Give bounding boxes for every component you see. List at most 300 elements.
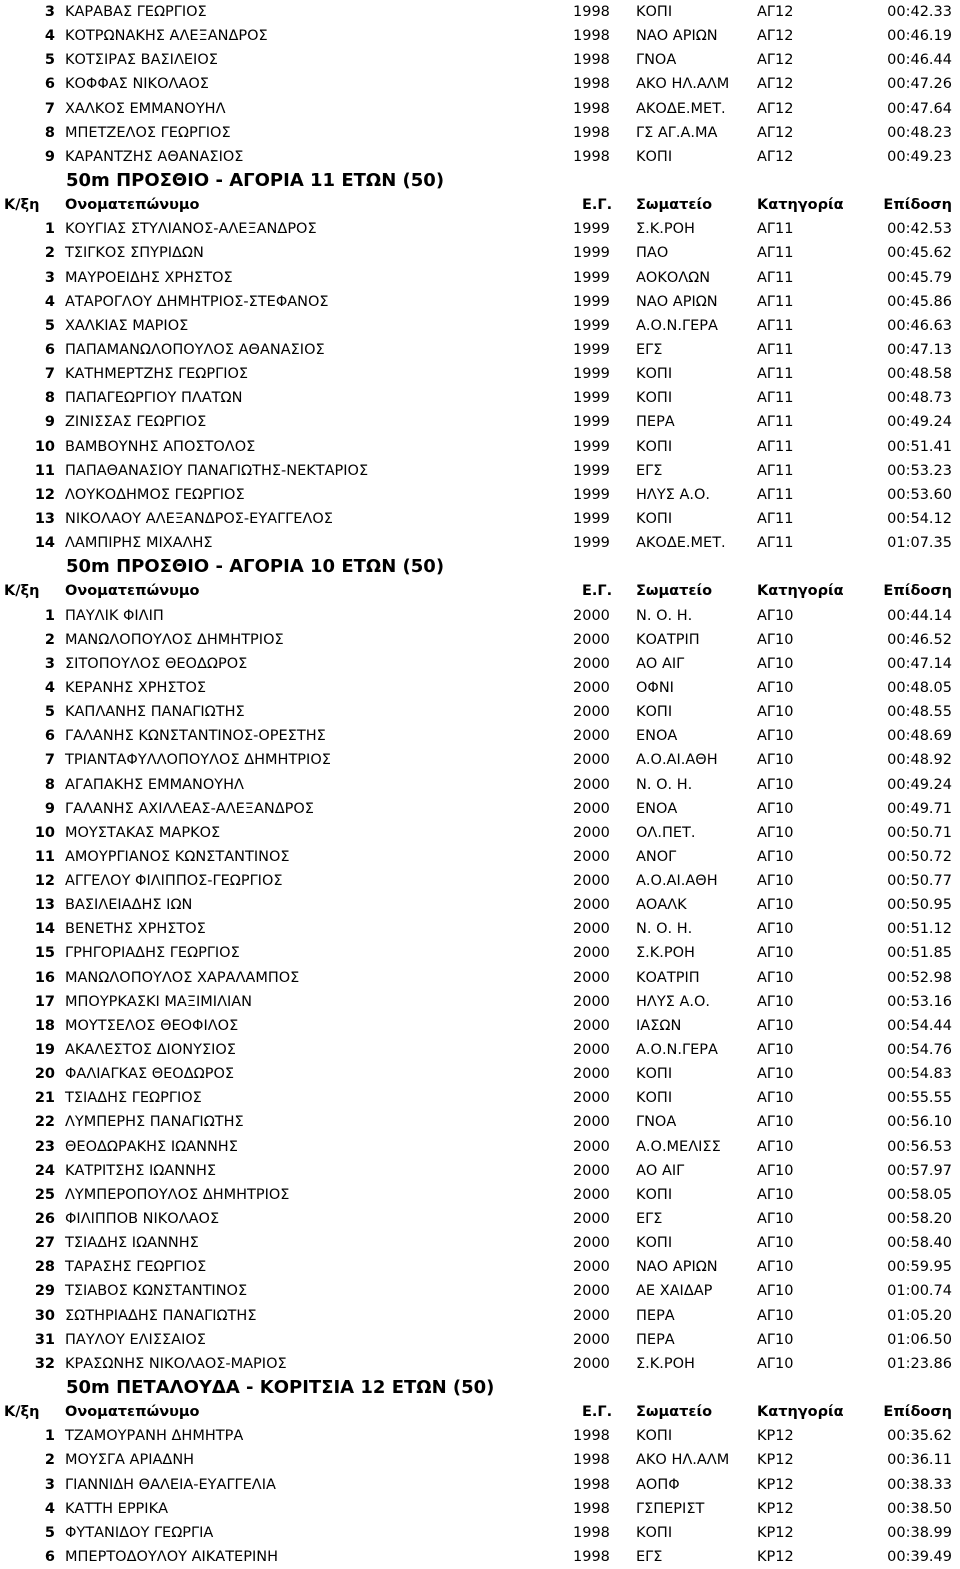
result-row [0,1424,960,1448]
cell-club: ΚΟΠΙ [636,148,673,165]
cell-cat: ΑΓ10 [757,1235,794,1252]
cell-time: 00:39.49 [887,1549,952,1565]
cell-time: 00:45.79 [887,269,952,286]
result-row [0,217,960,241]
cell-cat: ΑΓ10 [757,848,794,865]
cell-rank: 11 [34,462,55,479]
cell-rank: 6 [44,728,55,745]
cell-time: 01:07.35 [887,535,952,552]
cell-name: ΜΑΝΩΛΟΠΟΥΛΟΣ ΧΑΡΑΛΑΜΠΟΣ [65,969,300,986]
cell-club: ΑΚΟ ΗΛ.ΑΛΜ [636,1452,730,1469]
cell-rank: 7 [44,100,55,117]
cell-name: ΧΑΛΚΙΑΣ ΜΑΡΙΟΣ [65,317,189,334]
cell-cat: ΑΓ11 [757,293,794,310]
cell-name: ΘΕΟΔΩΡΑΚΗΣ ΙΩΑΝΝΗΣ [65,1138,238,1155]
cell-cat: ΑΓ10 [757,1042,794,1059]
cell-cat: ΑΓ10 [757,1017,794,1034]
cell-club: ΙΑΣΩΝ [636,1017,682,1034]
cell-rank: 2 [44,245,55,262]
result-row [0,1135,960,1159]
result-row [0,290,960,314]
result-row [0,941,960,965]
result-row [0,1062,960,1086]
cell-club: Σ.Κ.ΡΟΗ [636,221,695,238]
result-row [0,1231,960,1255]
cell-cat: ΑΓ10 [757,631,794,648]
cell-rank: 8 [44,776,55,793]
cell-club: ΠΕΡΑ [636,1331,675,1348]
cell-name: ΒΕΝΕΤΗΣ ΧΡΗΣΤΟΣ [65,921,206,938]
cell-name: ΑΜΟΥΡΓΙΑΝΟΣ ΚΩΝΣΤΑΝΤΙΝΟΣ [65,848,290,865]
header-category: Κατηγορία [757,583,844,600]
cell-club: ΑΚΟΔΕ.ΜΕΤ. [636,100,726,117]
cell-name: ΤΖΑΜΟΥΡΑΝΗ ΔΗΜΗΤΡΑ [65,1428,244,1445]
cell-year: 2000 [573,1355,610,1372]
result-row [0,628,960,652]
result-row [0,1352,960,1376]
cell-year: 2000 [573,993,610,1010]
cell-rank: 32 [34,1355,55,1372]
cell-club: Α.Ο.ΑΙ.ΑΘΗ [636,873,718,890]
cell-rank: 9 [44,414,55,431]
cell-rank: 10 [34,824,55,841]
cell-time: 00:54.12 [887,510,952,527]
result-row [0,72,960,96]
cell-year: 2000 [573,897,610,914]
cell-year: 1998 [573,1524,610,1541]
cell-cat: ΑΓ12 [757,4,794,20]
header-name: Ονοματεπώνυμο [65,583,200,600]
cell-year: 2000 [573,728,610,745]
cell-year: 1998 [573,1476,610,1493]
cell-year: 2000 [573,1042,610,1059]
cell-year: 2000 [573,1235,610,1252]
cell-year: 2000 [573,1066,610,1083]
cell-time: 00:51.41 [887,438,952,455]
cell-rank: 1 [44,221,55,238]
cell-year: 2000 [573,776,610,793]
cell-name: ΠΑΠΑΘΑΝΑΣΙΟΥ ΠΑΝΑΓΙΩΤΗΣ-ΝΕΚΤΑΡΙΟΣ [65,462,369,479]
result-row [0,1521,960,1545]
cell-rank: 29 [34,1283,55,1300]
cell-rank: 22 [34,1114,55,1131]
cell-time: 00:54.76 [887,1042,952,1059]
cell-rank: 3 [44,269,55,286]
cell-year: 2000 [573,969,610,986]
cell-name: ΜΠΕΤΖΕΛΟΣ ΓΕΩΡΓΙΟΣ [65,124,231,141]
result-row [0,1159,960,1183]
cell-name: ΒΑΜΒΟΥΝΗΣ ΑΠΟΣΤΟΛΟΣ [65,438,256,455]
cell-cat: ΑΓ11 [757,317,794,334]
cell-rank: 27 [34,1235,55,1252]
result-row [0,917,960,941]
cell-club: ΚΟΠΙ [636,704,673,721]
cell-year: 2000 [573,1138,610,1155]
cell-club: ΚΟΠΙ [636,390,673,407]
cell-name: ΠΑΥΛΟΥ ΕΛΙΣΣΑΙΟΣ [65,1331,206,1348]
cell-cat: ΑΓ11 [757,269,794,286]
cell-rank: 14 [34,921,55,938]
cell-name: ΣΩΤΗΡΙΑΔΗΣ ΠΑΝΑΓΙΩΤΗΣ [65,1307,257,1324]
cell-year: 2000 [573,945,610,962]
cell-year: 2000 [573,1162,610,1179]
cell-cat: ΑΓ10 [757,1138,794,1155]
cell-cat: ΑΓ10 [757,921,794,938]
cell-name: ΓΑΛΑΝΗΣ ΑΧΙΛΛΕΑΣ-ΑΛΕΞΑΝΔΡΟΣ [65,800,314,817]
cell-rank: 25 [34,1186,55,1203]
cell-club: ΚΟΠΙ [636,1524,673,1541]
cell-name: ΚΟΤΣΙΡΑΣ ΒΑΣΙΛΕΙΟΣ [65,52,218,69]
cell-club: ΗΛΥΣ Α.Ο. [636,486,711,503]
cell-year: 1999 [573,510,610,527]
cell-name: ΑΤΑΡΟΓΛΟΥ ΔΗΜΗΤΡΙΟΣ-ΣΤΕΦΑΝΟΣ [65,293,329,310]
result-row [0,821,960,845]
cell-rank: 19 [34,1042,55,1059]
cell-year: 1999 [573,341,610,358]
cell-year: 1999 [573,221,610,238]
cell-time: 00:56.53 [887,1138,952,1155]
cell-cat: ΑΓ11 [757,535,794,552]
cell-club: ΠΕΡΑ [636,1307,675,1324]
cell-cat: ΑΓ10 [757,1259,794,1276]
result-row [0,700,960,724]
cell-club: ΑΟΑΛΚ [636,897,687,914]
cell-time: 00:51.12 [887,921,952,938]
cell-name: ΜΠΟΥΡΚΑΣΚΙ ΜΑΞΙΜΙΛΙΑΝ [65,993,253,1010]
cell-rank: 4 [44,679,55,696]
cell-time: 00:53.23 [887,462,952,479]
cell-time: 00:35.62 [887,1428,952,1445]
cell-time: 00:47.64 [887,100,952,117]
cell-cat: ΑΓ10 [757,679,794,696]
header-time: Επίδοση [883,583,952,600]
cell-time: 00:44.14 [887,607,952,624]
cell-club: ΚΟΠΙ [636,366,673,383]
result-row [0,652,960,676]
cell-club: ΝΑΟ ΑΡΙΩΝ [636,293,718,310]
cell-club: ΑΟΠΦ [636,1476,680,1493]
header-rank: Κ/ξη [4,1404,40,1421]
cell-cat: ΑΓ10 [757,800,794,817]
cell-name: ΜΑΝΩΛΟΠΟΥΛΟΣ ΔΗΜΗΤΡΙΟΣ [65,631,284,648]
result-row [0,676,960,700]
cell-time: 00:54.83 [887,1066,952,1083]
header-year: Ε.Γ. [582,583,613,600]
result-row [0,121,960,145]
cell-name: ΦΑΛΙΑΓΚΑΣ ΘΕΟΔΩΡΟΣ [65,1066,235,1083]
cell-time: 00:48.55 [887,704,952,721]
cell-cat: ΑΓ11 [757,366,794,383]
cell-cat: ΑΓ12 [757,76,794,93]
cell-rank: 5 [44,52,55,69]
cell-year: 1999 [573,366,610,383]
cell-rank: 16 [34,969,55,986]
cell-year: 2000 [573,1186,610,1203]
cell-name: ΛΥΜΠΕΡΟΠΟΥΛΟΣ ΔΗΜΗΤΡΙΟΣ [65,1186,290,1203]
cell-club: Ν. Ο. Η. [636,607,693,624]
result-row [0,1038,960,1062]
header-name: Ονοματεπώνυμο [65,1404,200,1421]
cell-time: 00:48.92 [887,752,952,769]
cell-cat: ΑΓ10 [757,1162,794,1179]
cell-rank: 15 [34,945,55,962]
result-row [0,1304,960,1328]
cell-club: ΚΟΠΙ [636,4,673,20]
cell-name: ΑΓΑΠΑΚΗΣ ΕΜΜΑΝΟΥΗΛ [65,776,244,793]
result-row [0,845,960,869]
cell-cat: ΑΓ10 [757,1307,794,1324]
cell-year: 1998 [573,1549,610,1565]
result-row [0,386,960,410]
cell-cat: ΑΓ10 [757,1331,794,1348]
cell-year: 1999 [573,438,610,455]
cell-rank: 5 [44,704,55,721]
cell-year: 1998 [573,52,610,69]
cell-time: 00:45.86 [887,293,952,310]
cell-cat: ΚΡ12 [757,1428,794,1445]
cell-cat: ΑΓ10 [757,655,794,672]
header-year: Ε.Γ. [582,197,613,214]
cell-name: ΛΑΜΠΙΡΗΣ ΜΙΧΑΛΗΣ [65,535,213,552]
cell-club: ΠΑΟ [636,245,669,262]
result-row [0,410,960,434]
result-row [0,966,960,990]
cell-rank: 6 [44,1549,55,1565]
cell-time: 00:50.77 [887,873,952,890]
cell-time: 00:56.10 [887,1114,952,1131]
header-club: Σωματείο [636,197,713,214]
cell-name: ΒΑΣΙΛΕΙΑΔΗΣ ΙΩΝ [65,897,193,914]
cell-club: Σ.Κ.ΡΟΗ [636,1355,695,1372]
cell-club: ΚΟΠΙ [636,1428,673,1445]
cell-cat: ΑΓ10 [757,1066,794,1083]
cell-time: 00:58.20 [887,1211,952,1228]
cell-club: ΑΟΚΟΛΩΝ [636,269,711,286]
cell-time: 00:50.95 [887,897,952,914]
cell-year: 1999 [573,317,610,334]
cell-name: ΚΕΡΑΝΗΣ ΧΡΗΣΤΟΣ [65,679,207,696]
cell-name: ΚΟΥΓΙΑΣ ΣΤΥΛΙΑΝΟΣ-ΑΛΕΞΑΝΔΡΟΣ [65,221,317,238]
cell-name: ΖΙΝΙΣΣΑΣ ΓΕΩΡΓΙΟΣ [65,414,207,431]
cell-year: 2000 [573,1259,610,1276]
cell-year: 1998 [573,1452,610,1469]
cell-club: ΕΝΟΑ [636,800,678,817]
cell-year: 2000 [573,607,610,624]
cell-club: ΑΕ ΧΑΙΔΑΡ [636,1283,713,1300]
cell-cat: ΑΓ11 [757,221,794,238]
header-category: Κατηγορία [757,1404,844,1421]
cell-club: Σ.Κ.ΡΟΗ [636,945,695,962]
cell-time: 00:48.05 [887,679,952,696]
cell-rank: 13 [34,510,55,527]
cell-rank: 3 [44,655,55,672]
cell-club: ΕΓΣ [636,1549,663,1565]
cell-rank: 3 [44,1476,55,1493]
cell-rank: 20 [34,1066,55,1083]
cell-name: ΓΑΛΑΝΗΣ ΚΩΝΣΤΑΝΤΙΝΟΣ-ΟΡΕΣΤΗΣ [65,728,326,745]
cell-time: 00:53.60 [887,486,952,503]
cell-rank: 2 [44,1452,55,1469]
cell-time: 00:49.23 [887,148,952,165]
cell-rank: 9 [44,800,55,817]
cell-cat: ΑΓ10 [757,752,794,769]
cell-club: ΚΟΑΤΡΙΠ [636,969,700,986]
cell-year: 2000 [573,704,610,721]
cell-rank: 7 [44,752,55,769]
cell-rank: 9 [44,148,55,165]
cell-cat: ΑΓ10 [757,1211,794,1228]
cell-time: 01:00.74 [887,1283,952,1300]
cell-cat: ΚΡ12 [757,1549,794,1565]
cell-time: 00:49.71 [887,800,952,817]
cell-name: ΝΙΚΟΛΑΟΥ ΑΛΕΞΑΝΔΡΟΣ-ΕΥΑΓΓΕΛΟΣ [65,510,333,527]
cell-name: ΚΡΑΣΩΝΗΣ ΝΙΚΟΛΑΟΣ-ΜΑΡΙΟΣ [65,1355,287,1372]
cell-club: ΚΟΠΙ [636,510,673,527]
cell-name: ΜΟΥΤΣΕΛΟΣ ΘΕΟΦΙΛΟΣ [65,1017,239,1034]
cell-club: ΕΝΟΑ [636,728,678,745]
cell-year: 2000 [573,1114,610,1131]
result-row [0,435,960,459]
result-row [0,1110,960,1134]
cell-year: 2000 [573,824,610,841]
cell-rank: 8 [44,124,55,141]
cell-name: ΚΑΡΑΒΑΣ ΓΕΩΡΓΙΟΣ [65,4,207,20]
result-row [0,314,960,338]
cell-name: ΦΥΤΑΝΙΔΟΥ ΓΕΩΡΓΙΑ [65,1524,214,1541]
result-row [0,797,960,821]
result-row [0,1545,960,1569]
cell-name: ΤΑΡΑΣΗΣ ΓΕΩΡΓΙΟΣ [65,1259,207,1276]
result-row [0,1328,960,1352]
cell-name: ΑΚΑΛΕΣΤΟΣ ΔΙΟΝΥΣΙΟΣ [65,1042,236,1059]
cell-cat: ΚΡ12 [757,1524,794,1541]
cell-year: 2000 [573,873,610,890]
header-club: Σωματείο [636,583,713,600]
cell-name: ΤΣΙΑΔΗΣ ΙΩΑΝΝΗΣ [65,1235,199,1252]
cell-club: ΚΟΠΙ [636,438,673,455]
cell-name: ΚΑΠΛΑΝΗΣ ΠΑΝΑΓΙΩΤΗΣ [65,704,245,721]
header-club: Σωματείο [636,1404,713,1421]
cell-club: ΚΟΠΙ [636,1235,673,1252]
cell-name: ΜΠΕΡΤΟΔΟΥΛΟΥ ΑΙΚΑΤΕΡΙΝΗ [65,1549,278,1565]
cell-rank: 8 [44,390,55,407]
cell-name: ΚΑΤΤΗ ΕΡΡΙΚΑ [65,1500,169,1517]
result-row [0,483,960,507]
cell-club: Ν. Ο. Η. [636,921,693,938]
cell-time: 01:06.50 [887,1331,952,1348]
cell-year: 2000 [573,752,610,769]
result-row [0,145,960,169]
cell-club: ΚΟΑΤΡΙΠ [636,631,700,648]
cell-time: 00:46.52 [887,631,952,648]
cell-cat: ΑΓ10 [757,824,794,841]
cell-name: ΠΑΥΛΙΚ ΦΙΛΙΠ [65,607,164,624]
result-row [0,1448,960,1472]
cell-cat: ΑΓ12 [757,148,794,165]
cell-rank: 28 [34,1259,55,1276]
cell-year: 2000 [573,655,610,672]
header-rank: Κ/ξη [4,583,40,600]
header-rank: Κ/ξη [4,197,40,214]
cell-name: ΧΑΛΚΟΣ ΕΜΜΑΝΟΥΗΛ [65,100,226,117]
cell-cat: ΑΓ11 [757,341,794,358]
cell-club: ΑΚΟ ΗΛ.ΑΛΜ [636,76,730,93]
cell-time: 00:46.44 [887,52,952,69]
cell-cat: ΑΓ11 [757,510,794,527]
cell-year: 2000 [573,1283,610,1300]
result-row [0,1255,960,1279]
cell-club: ΓΝΟΑ [636,52,677,69]
cell-cat: ΑΓ10 [757,873,794,890]
cell-time: 00:49.24 [887,776,952,793]
cell-club: ΑΚΟΔΕ.ΜΕΤ. [636,535,726,552]
cell-name: ΚΟΦΦΑΣ ΝΙΚΟΛΑΟΣ [65,76,209,93]
cell-club: ΑΟ ΑΙΓ [636,1162,685,1179]
cell-time: 00:36.11 [887,1452,952,1469]
cell-club: ΕΓΣ [636,1211,663,1228]
cell-club: ΕΓΣ [636,341,663,358]
cell-time: 00:58.40 [887,1235,952,1252]
cell-year: 2000 [573,631,610,648]
cell-time: 00:45.62 [887,245,952,262]
cell-rank: 31 [34,1331,55,1348]
cell-name: ΚΟΤΡΩΝΑΚΗΣ ΑΛΕΞΑΝΔΡΟΣ [65,28,268,45]
cell-cat: ΑΓ10 [757,969,794,986]
cell-year: 2000 [573,1331,610,1348]
cell-name: ΚΑΤΗΜΕΡΤΖΗΣ ΓΕΩΡΓΙΟΣ [65,366,249,383]
result-row [0,869,960,893]
cell-cat: ΚΡ12 [757,1452,794,1469]
cell-year: 2000 [573,800,610,817]
cell-cat: ΑΓ10 [757,1114,794,1131]
cell-club: Α.Ο.ΜΕΛΙΣΣ [636,1138,721,1155]
cell-name: ΠΑΠΑΓΕΩΡΓΙΟΥ ΠΛΑΤΩΝ [65,390,243,407]
result-row [0,1207,960,1231]
cell-rank: 13 [34,897,55,914]
cell-name: ΜΑΥΡΟΕΙΔΗΣ ΧΡΗΣΤΟΣ [65,269,233,286]
cell-club: ΟΛ.ΠΕΤ. [636,824,696,841]
cell-year: 1999 [573,414,610,431]
cell-club: ΚΟΠΙ [636,1090,673,1107]
cell-name: ΤΡΙΑΝΤΑΦΥΛΛΟΠΟΥΛΟΣ ΔΗΜΗΤΡΙΟΣ [65,752,331,769]
cell-club: ΠΕΡΑ [636,414,675,431]
cell-time: 00:42.33 [887,4,952,20]
cell-year: 2000 [573,1017,610,1034]
cell-time: 00:57.97 [887,1162,952,1179]
cell-cat: ΑΓ10 [757,776,794,793]
result-row [0,24,960,48]
cell-time: 00:54.44 [887,1017,952,1034]
result-row [0,604,960,628]
cell-cat: ΑΓ11 [757,438,794,455]
cell-rank: 1 [44,1428,55,1445]
cell-time: 00:49.24 [887,414,952,431]
cell-cat: ΑΓ12 [757,124,794,141]
cell-cat: ΑΓ10 [757,897,794,914]
cell-cat: ΑΓ11 [757,462,794,479]
cell-name: ΑΓΓΕΛΟΥ ΦΙΛΙΠΠΟΣ-ΓΕΩΡΓΙΟΣ [65,873,283,890]
cell-year: 1999 [573,462,610,479]
result-row [0,1497,960,1521]
cell-club: ΓΣΠΕΡΙΣΤ [636,1500,705,1517]
cell-time: 01:05.20 [887,1307,952,1324]
column-header-row [0,193,960,217]
cell-cat: ΚΡ12 [757,1476,794,1493]
cell-cat: ΑΓ12 [757,28,794,45]
cell-rank: 26 [34,1211,55,1228]
header-category: Κατηγορία [757,197,844,214]
cell-year: 1999 [573,293,610,310]
